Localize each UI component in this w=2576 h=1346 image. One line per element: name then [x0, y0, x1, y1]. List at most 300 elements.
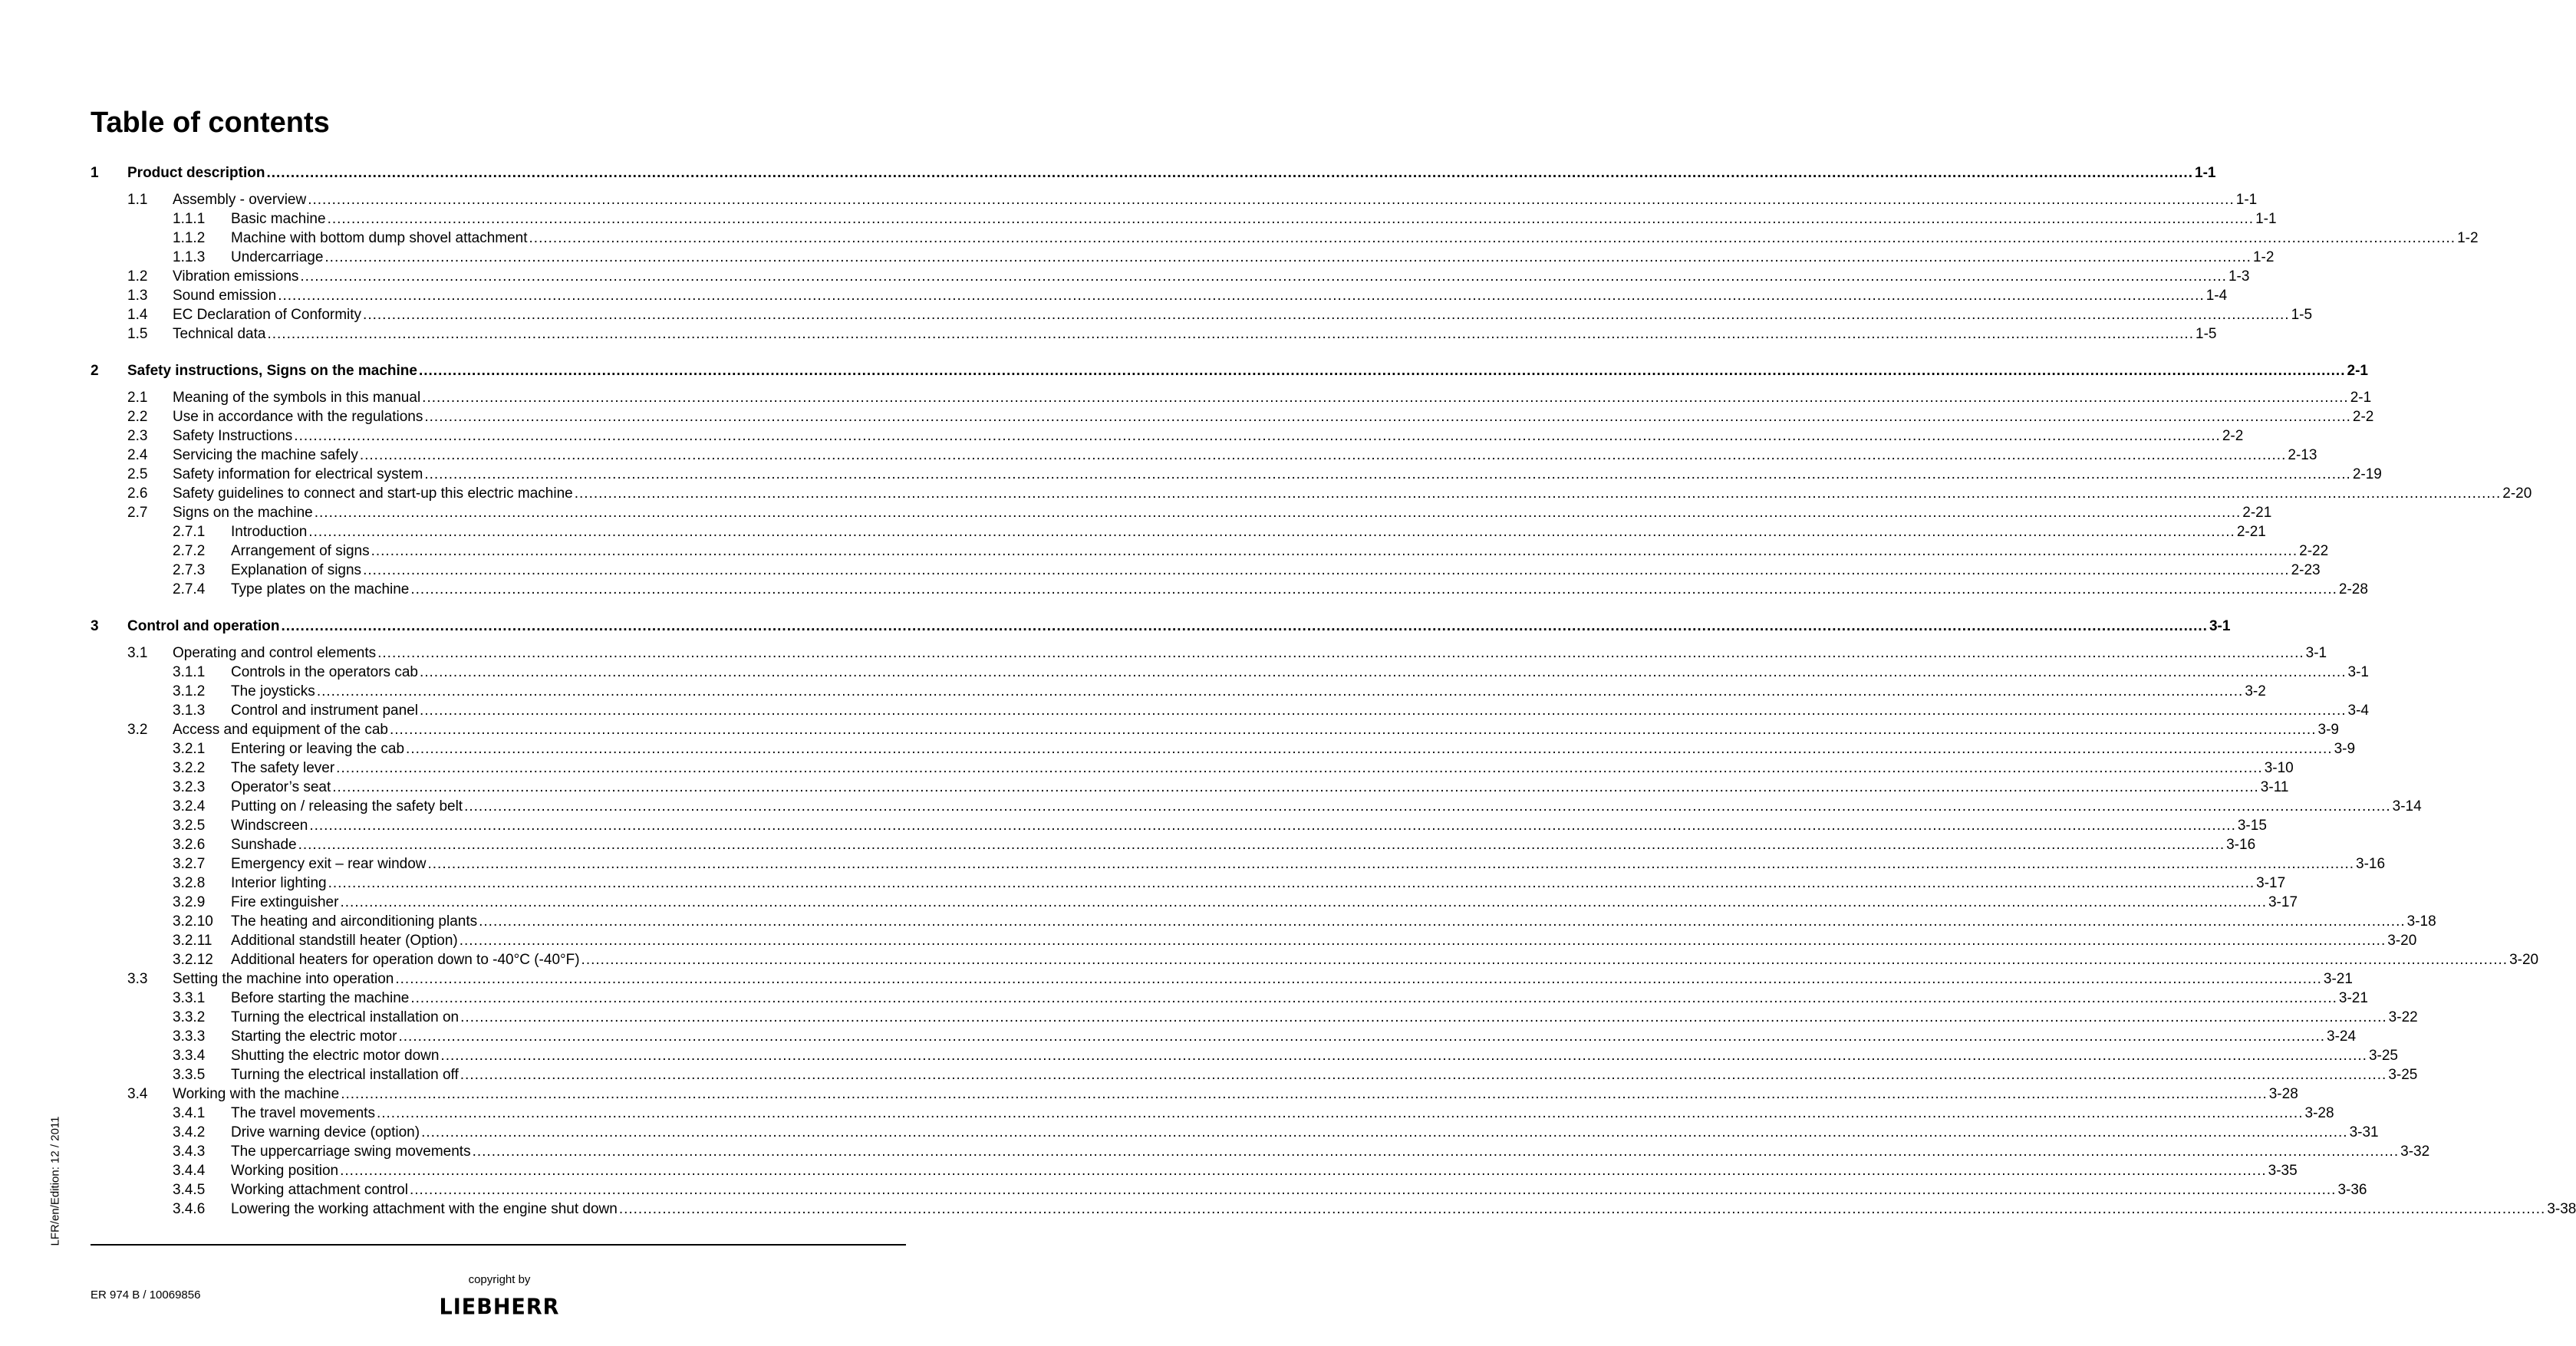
dot-leader: ................................................................................................................................................................................................................................................................................................................................................................................................................: [581, 952, 2508, 968]
entry-title: Controls in the operators cab: [231, 664, 418, 680]
entry-page-number: 2-1: [2350, 390, 2372, 406]
entry-page-number: 2-21: [2236, 524, 2266, 540]
entry-number: 3.4.3: [173, 1144, 206, 1160]
toc-subsection-entry: [91, 778, 2289, 797]
dot-leader: ................................................................................................................................................................................................................................................................................................................................................................................................................: [398, 1028, 2326, 1045]
entry-leader-line: [173, 1084, 2298, 1104]
entry-leader-line: [173, 484, 2532, 503]
toc-section-entry: [91, 446, 2317, 465]
entry-title: Undercarriage: [231, 249, 324, 265]
entry-number: 3: [91, 618, 99, 634]
dot-leader: ................................................................................................................................................................................................................................................................................................................................................................................................................: [424, 466, 2351, 482]
dot-leader: ................................................................................................................................................................................................................................................................................................................................................................................................................: [479, 913, 2406, 930]
entry-number: 1.1.3: [173, 249, 206, 265]
entry-page-number: 3-14: [2392, 798, 2422, 815]
entry-page-number: 3-28: [2268, 1086, 2298, 1102]
entry-title: Signs on the machine: [173, 505, 313, 521]
dot-leader: ................................................................................................................................................................................................................................................................................................................................................................................................................: [421, 1124, 2348, 1140]
toc-section-entry: [91, 643, 2327, 663]
dot-leader: ................................................................................................................................................................................................................................................................................................................................................................................................................: [418, 363, 2346, 379]
toc-subsection-entry: [91, 248, 2275, 267]
entry-leader-line: [231, 778, 2289, 797]
entry-page-number: 3-20: [2509, 952, 2539, 968]
entry-title: Additional heaters for operation down to -40°C (-40°F): [231, 952, 580, 968]
dot-leader: ................................................................................................................................................................................................................................................................................................................................................................................................................: [389, 722, 2317, 738]
entry-leader-line: [173, 426, 2244, 446]
entry-title: Control and operation: [127, 618, 280, 634]
entry-page-number: 3-24: [2327, 1028, 2357, 1045]
liebherr-logo: LIEBHERR: [439, 1295, 560, 1320]
toc-section: [91, 360, 2532, 599]
entry-number: 3.1.3: [173, 703, 206, 719]
toc-subsection-entry: [91, 541, 2329, 561]
entry-number: 2.7.2: [173, 543, 206, 559]
entry-leader-line: [231, 874, 2286, 893]
toc-section-entry: [91, 190, 2258, 209]
entry-leader-line: [231, 739, 2356, 759]
entry-page-number: 1-2: [2457, 230, 2479, 246]
entry-page-number: 3-11: [2260, 779, 2289, 795]
toc-subsection-entry: [91, 1046, 2398, 1065]
toc-subsection-entry: [91, 1180, 2367, 1200]
entry-page-number: 3-1: [2347, 664, 2369, 680]
entry-number: 3.4.1: [173, 1105, 206, 1121]
entry-title: Vibration emissions: [173, 268, 299, 285]
entry-title: Safety guidelines to connect and start-up this electric machine: [173, 485, 573, 502]
toc-section-entry: [91, 305, 2313, 324]
dot-leader: ................................................................................................................................................................................................................................................................................................................................................................................................................: [266, 165, 2193, 181]
entry-number: 3.1.1: [173, 664, 206, 680]
entry-leader-line: [231, 1104, 2334, 1123]
entry-leader-line: [231, 797, 2422, 816]
document-id: ER 974 B / 10069856: [91, 1288, 201, 1302]
entry-leader-line: [231, 1046, 2398, 1065]
entry-title: Turning the electrical installation off: [231, 1067, 459, 1083]
entry-leader-line: [231, 1123, 2379, 1142]
toc-subsection-entry: [91, 835, 2256, 854]
entry-page-number: 3-31: [2349, 1124, 2379, 1140]
entry-page-number: 2-13: [2288, 447, 2317, 463]
toc-subsection-entry: [91, 1123, 2379, 1142]
footer-divider: [91, 1244, 906, 1246]
dot-leader: ................................................................................................................................................................................................................................................................................................................................................................................................................: [460, 1067, 2387, 1083]
entry-leader-line: [231, 759, 2294, 778]
entry-title: Emergency exit – rear window: [231, 856, 427, 872]
entry-leader-line: [173, 305, 2313, 324]
entry-leader-line: [231, 248, 2275, 267]
entry-number: 3.2.10: [173, 913, 213, 930]
toc-subsection-entry: [91, 797, 2422, 816]
toc-subsection-entry: [91, 1104, 2334, 1123]
entry-leader-line: [231, 580, 2368, 599]
entry-title: Operator’s seat: [231, 779, 331, 795]
entry-page-number: 2-20: [2502, 485, 2532, 502]
entry-page-number: 3-1: [2305, 645, 2327, 661]
entry-title: Sunshade: [231, 837, 297, 853]
entry-title: Assembly - overview: [173, 192, 307, 208]
toc-section-entry: [91, 465, 2382, 484]
entry-leader-line: [231, 522, 2266, 541]
toc-subsection-entry: [91, 759, 2294, 778]
entry-number: 2.7.3: [173, 562, 206, 578]
entry-number: 2.5: [127, 466, 148, 482]
entry-number: 3.2.12: [173, 952, 213, 968]
entry-page-number: 3-35: [2268, 1163, 2298, 1179]
dot-leader: ................................................................................................................................................................................................................................................................................................................................................................................................................: [410, 990, 2337, 1006]
toc-section: [91, 616, 2576, 1219]
entry-number: 3.2.7: [173, 856, 206, 872]
toc-subsection-entry: [91, 989, 2368, 1008]
entry-page-number: 1-1: [2255, 211, 2277, 227]
toc-section-entry: [91, 426, 2244, 446]
entry-number: 1.1.2: [173, 230, 206, 246]
entry-page-number: 3-9: [2317, 722, 2339, 738]
entry-page-number: 3-2: [2245, 683, 2266, 699]
dot-leader: ................................................................................................................................................................................................................................................................................................................................................................................................................: [427, 856, 2355, 872]
entry-page-number: 2-23: [2291, 562, 2321, 578]
toc-subsection-entry: [91, 1008, 2418, 1027]
entry-number: 3.3.1: [173, 990, 206, 1006]
entry-number: 1: [91, 165, 99, 181]
entry-page-number: 1-1: [2235, 192, 2258, 208]
entry-leader-line: [231, 931, 2417, 950]
entry-page-number: 3-4: [2347, 703, 2369, 719]
entry-page-number: 1-5: [2291, 307, 2313, 323]
entry-number: 3.4: [127, 1086, 148, 1102]
toc-subsection-entry: [91, 561, 2321, 580]
entry-number: 3.2.3: [173, 779, 206, 795]
entry-page-number: 3-28: [2304, 1105, 2334, 1121]
entry-leader-line: [231, 950, 2539, 969]
entry-leader-line: [173, 969, 2353, 989]
entry-title: Meaning of the symbols in this manual: [173, 390, 421, 406]
entry-title: Explanation of signs: [231, 562, 362, 578]
entry-leader-line: [173, 720, 2339, 739]
entry-leader-line: [231, 893, 2298, 912]
toc-subsection-entry: [91, 931, 2417, 950]
entry-title: Shutting the electric motor down: [231, 1048, 440, 1064]
toc-section-entry: [91, 969, 2353, 989]
dot-leader: ................................................................................................................................................................................................................................................................................................................................................................................................................: [314, 505, 2242, 521]
dot-leader: ................................................................................................................................................................................................................................................................................................................................................................................................................: [340, 894, 2267, 910]
entry-number: 3.2.9: [173, 894, 206, 910]
entry-page-number: 3-21: [2338, 990, 2368, 1006]
dot-leader: ................................................................................................................................................................................................................................................................................................................................................................................................................: [298, 837, 2225, 853]
entry-number: 2.7.4: [173, 581, 206, 597]
entry-title: Working with the machine: [173, 1086, 340, 1102]
entry-number: 1.1.1: [173, 211, 206, 227]
entry-page-number: 3-20: [2387, 933, 2417, 949]
dot-leader: ................................................................................................................................................................................................................................................................................................................................................................................................................: [618, 1201, 2546, 1217]
toc-chapter-heading: [91, 163, 2216, 184]
entry-number: 3.2.4: [173, 798, 206, 815]
entry-leader-line: [231, 1161, 2298, 1180]
entry-page-number: 3-21: [2323, 971, 2353, 987]
toc-section-entry: [91, 720, 2339, 739]
entry-title: Additional standstill heater (Option): [231, 933, 458, 949]
dot-leader: ................................................................................................................................................................................................................................................................................................................................................................................................................: [424, 409, 2351, 425]
toc-section: [91, 163, 2479, 344]
entry-title: Arrangement of signs: [231, 543, 370, 559]
entry-leader-line: [127, 360, 2368, 382]
entry-title: Drive warning device (option): [231, 1124, 420, 1140]
entry-page-number: 1-3: [2228, 268, 2250, 285]
entry-number: 3.1: [127, 645, 148, 661]
dot-leader: ................................................................................................................................................................................................................................................................................................................................................................................................................: [309, 818, 2236, 834]
dot-leader: ................................................................................................................................................................................................................................................................................................................................................................................................................: [281, 618, 2208, 634]
entry-page-number: 2-2: [2222, 428, 2244, 444]
entry-page-number: 2-19: [2352, 466, 2382, 482]
toc-subsection-entry: [91, 580, 2368, 599]
entry-number: 3.3.2: [173, 1009, 206, 1025]
entry-title: The travel movements: [231, 1105, 375, 1121]
entry-title: The safety lever: [231, 760, 335, 776]
entry-leader-line: [231, 209, 2277, 229]
entry-page-number: 3-10: [2264, 760, 2294, 776]
dot-leader: ................................................................................................................................................................................................................................................................................................................................................................................................................: [316, 683, 2244, 699]
entry-title: Starting the electric motor: [231, 1028, 397, 1045]
dot-leader: ................................................................................................................................................................................................................................................................................................................................................................................................................: [278, 288, 2205, 304]
entry-number: 2.7: [127, 505, 148, 521]
entry-page-number: 3-32: [2400, 1144, 2430, 1160]
toc-subsection-entry: [91, 854, 2386, 874]
dot-leader: ................................................................................................................................................................................................................................................................................................................................................................................................................: [574, 485, 2502, 502]
entry-number: 2.4: [127, 447, 148, 463]
entry-title: The heating and airconditioning plants: [231, 913, 478, 930]
toc-subsection-entry: [91, 1027, 2357, 1046]
entry-title: Lowering the working attachment with the engine shut down: [231, 1201, 618, 1217]
entry-leader-line: [231, 229, 2479, 248]
dot-leader: ................................................................................................................................................................................................................................................................................................................................................................................................................: [324, 249, 2252, 265]
entry-number: 3.4.4: [173, 1163, 206, 1179]
toc-section-entry: [91, 1084, 2298, 1104]
dot-leader: ................................................................................................................................................................................................................................................................................................................................................................................................................: [529, 230, 2456, 246]
entry-title: Before starting the machine: [231, 990, 410, 1006]
entry-number: 3.4.6: [173, 1201, 206, 1217]
entry-number: 3.1.2: [173, 683, 206, 699]
dot-leader: ................................................................................................................................................................................................................................................................................................................................................................................................................: [359, 447, 2287, 463]
entry-title: Control and instrument panel: [231, 703, 418, 719]
entry-leader-line: [173, 643, 2327, 663]
entry-leader-line: [173, 324, 2217, 344]
edition-label: LFR/en/Edition: 12 / 2011: [48, 1116, 62, 1246]
entry-number: 2.7.1: [173, 524, 206, 540]
toc-subsection-entry: [91, 663, 2369, 682]
dot-leader: ................................................................................................................................................................................................................................................................................................................................................................................................................: [460, 1009, 2387, 1025]
dot-leader: ................................................................................................................................................................................................................................................................................................................................................................................................................: [440, 1048, 2367, 1064]
dot-leader: ................................................................................................................................................................................................................................................................................................................................................................................................................: [410, 581, 2337, 597]
entry-title: Operating and control elements: [173, 645, 377, 661]
entry-leader-line: [231, 989, 2368, 1008]
entry-title: Technical data: [173, 326, 266, 342]
entry-leader-line: [173, 286, 2228, 305]
dot-leader: ................................................................................................................................................................................................................................................................................................................................................................................................................: [419, 664, 2347, 680]
entry-number: 3.2.11: [173, 933, 212, 949]
dot-leader: ................................................................................................................................................................................................................................................................................................................................................................................................................: [395, 971, 2322, 987]
toc-section-entry: [91, 267, 2250, 286]
toc-section-entry: [91, 503, 2272, 522]
entry-title: Fire extinguisher: [231, 894, 339, 910]
entry-title: The uppercarriage swing movements: [231, 1144, 471, 1160]
dot-leader: ................................................................................................................................................................................................................................................................................................................................................................................................................: [472, 1144, 2400, 1160]
entry-number: 3.3.3: [173, 1028, 206, 1045]
entry-leader-line: [231, 561, 2321, 580]
copyright-text: copyright by: [468, 1273, 531, 1286]
entry-number: 2.1: [127, 390, 148, 406]
dot-leader: ................................................................................................................................................................................................................................................................................................................................................................................................................: [409, 1182, 2337, 1198]
dot-leader: ................................................................................................................................................................................................................................................................................................................................................................................................................: [308, 192, 2235, 208]
entry-leader-line: [231, 816, 2267, 835]
entry-number: 3.2.1: [173, 741, 206, 757]
toc-subsection-entry: [91, 950, 2539, 969]
entry-title: Sound emission: [173, 288, 277, 304]
dot-leader: ................................................................................................................................................................................................................................................................................................................................................................................................................: [464, 798, 2391, 815]
entry-page-number: 3-15: [2237, 818, 2267, 834]
entry-page-number: 3-22: [2388, 1009, 2418, 1025]
entry-page-number: 1-5: [2196, 326, 2217, 342]
entry-number: 1.4: [127, 307, 148, 323]
entry-number: 2.6: [127, 485, 148, 502]
entry-leader-line: [231, 1200, 2576, 1219]
entry-number: 3.4.5: [173, 1182, 206, 1198]
entry-page-number: 3-25: [2388, 1067, 2418, 1083]
dot-leader: ................................................................................................................................................................................................................................................................................................................................................................................................................: [308, 524, 2235, 540]
table-of-contents: [91, 163, 2576, 1236]
toc-subsection-entry: [91, 816, 2267, 835]
entry-page-number: 2-21: [2242, 505, 2272, 521]
entry-page-number: 2-1: [2347, 363, 2368, 379]
entry-leader-line: [173, 388, 2372, 407]
entry-page-number: 3-1: [2209, 618, 2231, 634]
entry-leader-line: [173, 267, 2250, 286]
entry-page-number: 3-17: [2268, 894, 2298, 910]
entry-title: Product description: [127, 165, 265, 181]
entry-leader-line: [231, 1180, 2367, 1200]
dot-leader: ................................................................................................................................................................................................................................................................................................................................................................................................................: [294, 428, 2221, 444]
entry-title: The joysticks: [231, 683, 315, 699]
entry-number: 3.2.6: [173, 837, 206, 853]
entry-title: Basic machine: [231, 211, 326, 227]
toc-subsection-entry: [91, 874, 2286, 893]
entry-page-number: 1-1: [2195, 165, 2216, 181]
toc-subsection-entry: [91, 893, 2298, 912]
entry-title: Turning the electrical installation on: [231, 1009, 460, 1025]
dot-leader: ................................................................................................................................................................................................................................................................................................................................................................................................................: [300, 268, 2227, 285]
toc-section-entry: [91, 324, 2217, 344]
entry-page-number: 3-17: [2256, 875, 2286, 891]
toc-section-entry: [91, 407, 2374, 426]
entry-page-number: 1-4: [2205, 288, 2228, 304]
toc-chapter-heading: [91, 360, 2368, 382]
entry-title: EC Declaration of Conformity: [173, 307, 362, 323]
entry-number: 3.2.8: [173, 875, 206, 891]
toc-subsection-entry: [91, 701, 2369, 720]
entry-number: 3.3.4: [173, 1048, 206, 1064]
entry-page-number: 3-38: [2547, 1201, 2576, 1217]
entry-page-number: 3-25: [2368, 1048, 2398, 1064]
entry-title: Interior lighting: [231, 875, 327, 891]
dot-leader: ................................................................................................................................................................................................................................................................................................................................................................................................................: [327, 211, 2255, 227]
entry-number: 3.2.5: [173, 818, 206, 834]
entry-page-number: 2-22: [2299, 543, 2329, 559]
entry-title: Windscreen: [231, 818, 308, 834]
toc-subsection-entry: [91, 912, 2436, 931]
toc-subsection-entry: [91, 522, 2266, 541]
entry-title: Use in accordance with the regulations: [173, 409, 423, 425]
entry-number: 1.3: [127, 288, 148, 304]
entry-leader-line: [231, 1065, 2418, 1084]
toc-section-entry: [91, 286, 2228, 305]
toc-subsection-entry: [91, 739, 2356, 759]
dot-leader: ................................................................................................................................................................................................................................................................................................................................................................................................................: [336, 760, 2263, 776]
entry-leader-line: [173, 190, 2258, 209]
entry-title: Machine with bottom dump shovel attachment: [231, 230, 528, 246]
toc-subsection-entry: [91, 229, 2479, 248]
entry-number: 2.3: [127, 428, 148, 444]
toc-chapter-heading: [91, 616, 2231, 637]
entry-title: Introduction: [231, 524, 308, 540]
toc-section-entry: [91, 484, 2532, 503]
dot-leader: ................................................................................................................................................................................................................................................................................................................................................................................................................: [267, 326, 2194, 342]
dot-leader: ................................................................................................................................................................................................................................................................................................................................................................................................................: [363, 562, 2290, 578]
entry-page-number: 1-2: [2252, 249, 2275, 265]
entry-leader-line: [231, 541, 2329, 561]
entry-page-number: 2-28: [2338, 581, 2368, 597]
entry-number: 2: [91, 363, 99, 379]
entry-title: Safety Instructions: [173, 428, 293, 444]
toc-subsection-entry: [91, 1142, 2430, 1161]
entry-leader-line: [127, 616, 2231, 637]
toc-subsection-entry: [91, 1200, 2576, 1219]
entry-leader-line: [231, 663, 2369, 682]
entry-leader-line: [231, 682, 2266, 701]
entry-leader-line: [231, 912, 2436, 931]
entry-title: Type plates on the machine: [231, 581, 410, 597]
entry-page-number: 3-18: [2406, 913, 2436, 930]
entry-title: Safety instructions, Signs on the machine: [127, 363, 417, 379]
dot-leader: ................................................................................................................................................................................................................................................................................................................................................................................................................: [459, 933, 2387, 949]
entry-title: Entering or leaving the cab: [231, 741, 405, 757]
dot-leader: ................................................................................................................................................................................................................................................................................................................................................................................................................: [371, 543, 2298, 559]
entry-page-number: 3-16: [2226, 837, 2256, 853]
entry-leader-line: [231, 854, 2386, 874]
entry-number: 1.2: [127, 268, 148, 285]
entry-leader-line: [127, 163, 2216, 184]
entry-leader-line: [231, 1027, 2357, 1046]
entry-leader-line: [173, 446, 2317, 465]
toc-subsection-entry: [91, 682, 2266, 701]
entry-leader-line: [173, 503, 2272, 522]
entry-page-number: 3-16: [2356, 856, 2386, 872]
entry-title: Safety information for electrical system: [173, 466, 423, 482]
entry-leader-line: [173, 407, 2374, 426]
toc-subsection-entry: [91, 1065, 2418, 1084]
entry-number: 3.3.5: [173, 1067, 206, 1083]
dot-leader: ................................................................................................................................................................................................................................................................................................................................................................................................................: [363, 307, 2290, 323]
entry-leader-line: [231, 1142, 2430, 1161]
entry-number: 3.3: [127, 971, 148, 987]
entry-number: 3.2.2: [173, 760, 206, 776]
entry-title: Working position: [231, 1163, 339, 1179]
entry-page-number: 2-2: [2352, 409, 2374, 425]
toc-subsection-entry: [91, 209, 2277, 229]
entry-number: 2.2: [127, 409, 148, 425]
dot-leader: ................................................................................................................................................................................................................................................................................................................................................................................................................: [376, 1105, 2304, 1121]
entry-number: 1.1: [127, 192, 148, 208]
entry-number: 3.4.2: [173, 1124, 206, 1140]
dot-leader: ................................................................................................................................................................................................................................................................................................................................................................................................................: [341, 1086, 2268, 1102]
entry-title: Putting on / releasing the safety belt: [231, 798, 463, 815]
